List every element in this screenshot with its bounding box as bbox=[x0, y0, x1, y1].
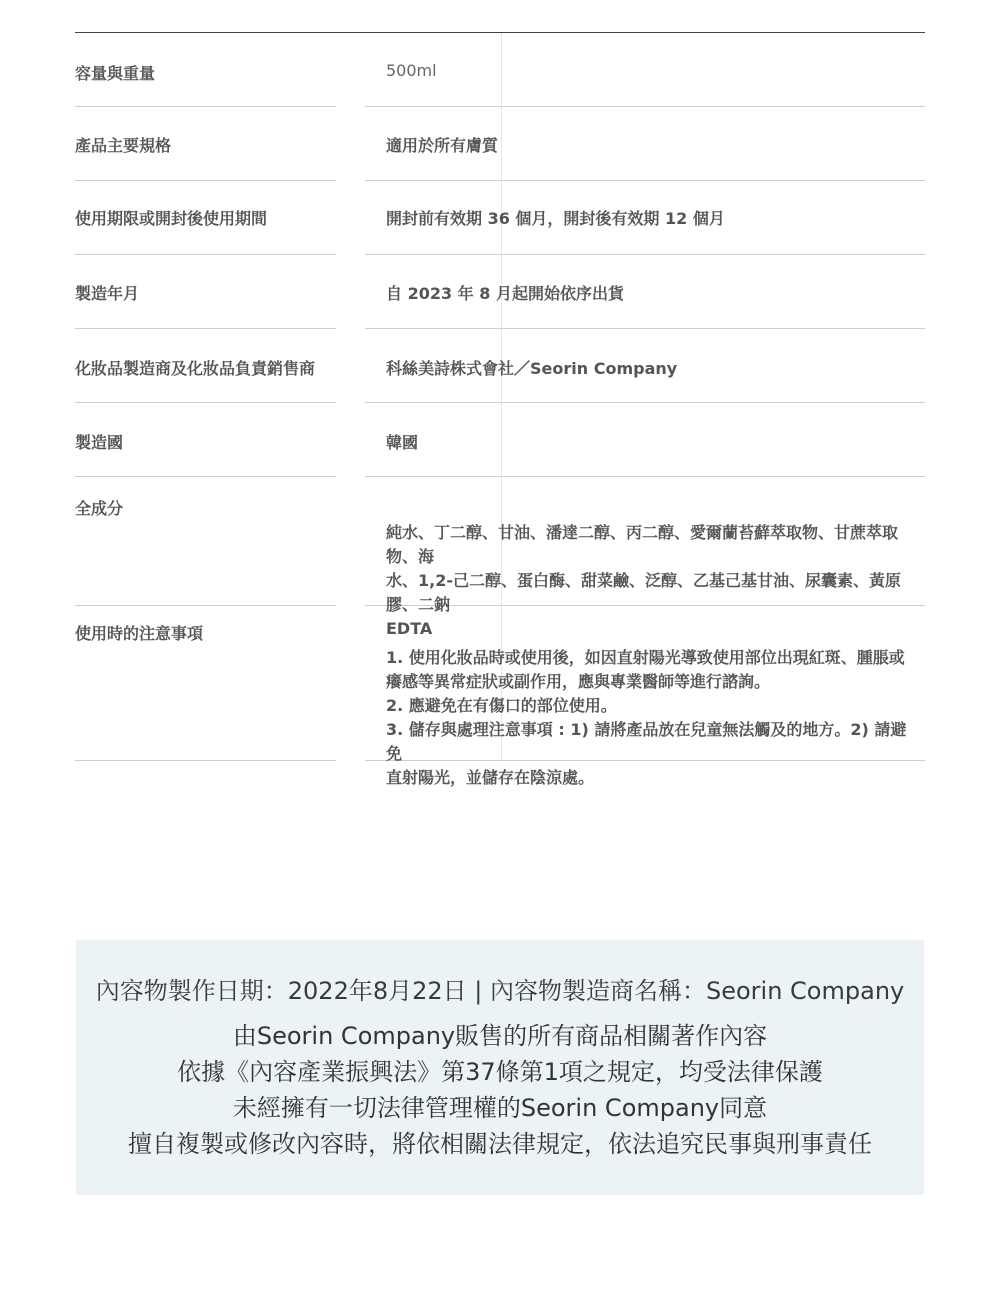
spec-value-text: 科絲美詩株式會社／Seorin Company bbox=[386, 359, 678, 378]
copyright-notice bbox=[76, 940, 924, 1195]
spec-value bbox=[365, 107, 925, 181]
spec-value bbox=[365, 181, 925, 255]
spec-label bbox=[75, 33, 336, 107]
spec-label-text: 容量與重量 bbox=[75, 64, 156, 83]
product-info-table bbox=[75, 32, 925, 787]
spec-value-text: 自 2023 年 8 月起開始依序出貨 bbox=[386, 284, 624, 303]
spec-value-text: 純水、丁二醇、甘油、潘達二醇、丙二醇、愛爾蘭苔蘚萃取物、甘蔗萃取物、海 水、1,2-己二醇、蛋白酶、甜菜鹼、泛醇、乙基己基甘油、尿囊素、黃原膠、二鈉 EDTA bbox=[386, 523, 901, 638]
spec-value bbox=[365, 33, 925, 107]
notice-line: 擅自複製或修改內容時，將依相關法律規定，依法追究民事與刑事責任 bbox=[128, 1130, 872, 1158]
spec-row-main-spec bbox=[75, 107, 925, 181]
spec-label-text: 使用期限或開封後使用期間 bbox=[75, 209, 268, 228]
spec-value bbox=[365, 329, 925, 403]
spec-row-country bbox=[75, 403, 925, 477]
spec-value bbox=[365, 477, 925, 638]
spec-label bbox=[75, 606, 336, 761]
spec-value bbox=[365, 606, 925, 787]
spec-value bbox=[365, 255, 925, 329]
spec-row-capacity bbox=[75, 33, 925, 107]
notice-line: 依據《內容產業振興法》第37條第1項之規定，均受法律保護 bbox=[177, 1058, 823, 1086]
spec-label-text: 化妝品製造商及化妝品負責銷售商 bbox=[75, 359, 316, 378]
spec-row-precautions bbox=[75, 606, 925, 787]
spec-row-expiry bbox=[75, 181, 925, 255]
spec-value-text: 適用於所有膚質 bbox=[386, 136, 499, 155]
spec-value-text: 500ml bbox=[386, 61, 437, 80]
spec-row-manufacturer bbox=[75, 329, 925, 403]
spec-value-text: 開封前有效期 36 個月，開封後有效期 12 個月 bbox=[386, 209, 725, 228]
notice-line: 由Seorin Company販售的所有商品相關著作內容 bbox=[232, 1022, 768, 1050]
spec-label-text: 使用時的注意事項 bbox=[75, 624, 204, 643]
spec-value bbox=[365, 403, 925, 477]
spec-label-text: 全成分 bbox=[75, 499, 124, 518]
spec-label bbox=[75, 255, 336, 329]
spec-label bbox=[75, 403, 336, 477]
notice-line: 未經擁有一切法律管理權的Seorin Company同意 bbox=[232, 1094, 768, 1122]
spec-label bbox=[75, 181, 336, 255]
spec-label-text: 產品主要規格 bbox=[75, 136, 172, 155]
spec-value-text: 1. 使用化妝品時或使用後，如因直射陽光導致使用部位出現紅斑、腫脹或 癢感等異常症狀或副作用，應與專業醫師等進行諮詢。 2. 應避免在有傷口的部位使用。 3. 儲存與處理注意事項 : 1) 請將產品放在兒童無法觸及的地方。2) 請避免 直射陽光，並儲存在陰涼處。 bbox=[386, 648, 907, 787]
spec-label-text: 製造國 bbox=[75, 433, 124, 452]
notice-title: 內容物製作日期：2022年8月22日 | 內容物製造商名稱：Seorin Company bbox=[95, 977, 905, 1005]
spec-label bbox=[75, 107, 336, 181]
spec-value-text: 韓國 bbox=[386, 433, 419, 452]
spec-row-manufacture-date bbox=[75, 255, 925, 329]
spec-label bbox=[75, 477, 336, 606]
spec-label bbox=[75, 329, 336, 403]
spec-label-text: 製造年月 bbox=[75, 284, 140, 303]
